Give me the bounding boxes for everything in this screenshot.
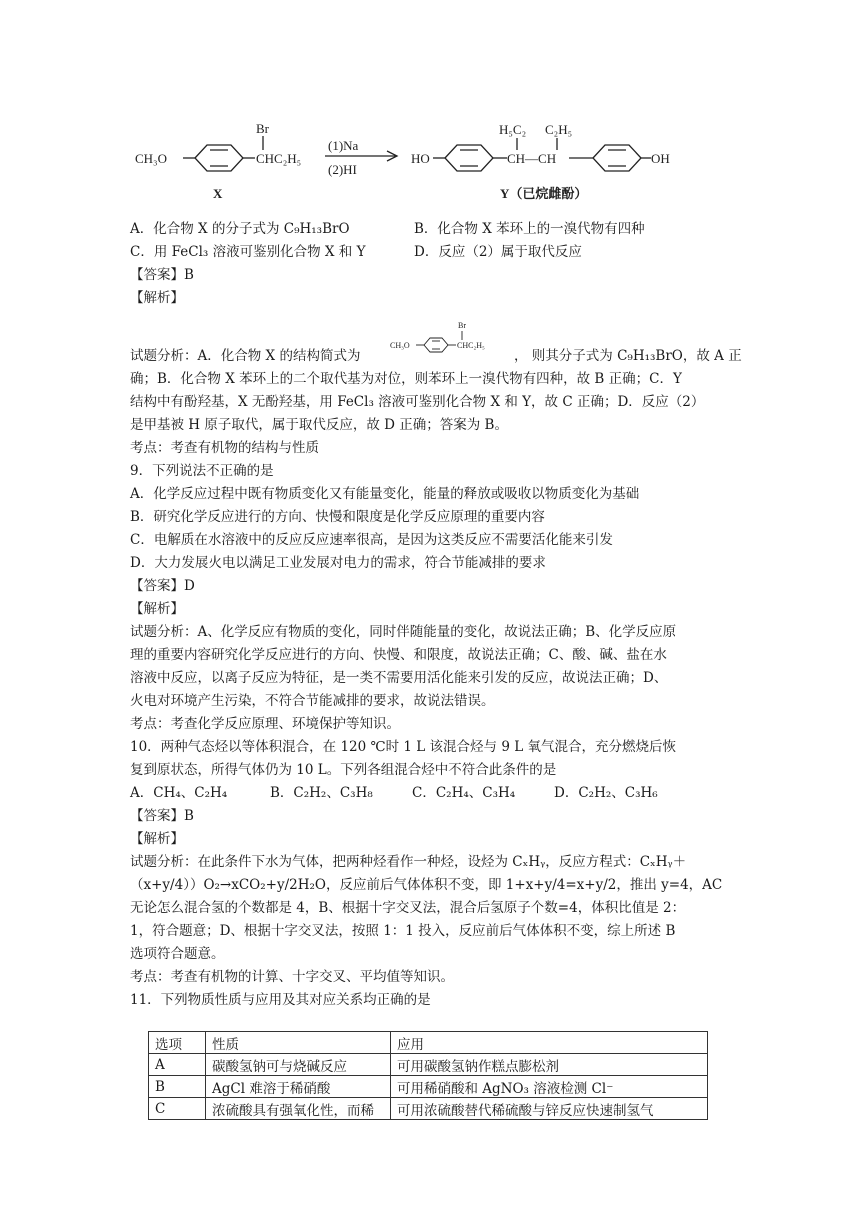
x-br-label: Br	[256, 121, 269, 136]
q11-table	[148, 1031, 708, 1120]
table-cell: 可用稀硝酸和 AgNO₃ 溶液检测 Cl⁻	[391, 1076, 708, 1098]
y-right-group: OH	[651, 151, 670, 166]
table-cell: C	[149, 1098, 206, 1120]
q8-kaodian: 考点：考查有机物的结构与性质	[130, 440, 319, 456]
q10-analysis-heading: 【解析】	[130, 831, 184, 847]
inline-br-label: Br	[458, 321, 466, 330]
q8-option-b: B．化合物 X 苯环上的一溴代物有四种	[414, 221, 645, 237]
q9-option-c: C．电解质在水溶液中的反应反应速率很高，是因为这类反应不需要活化能来引发	[130, 532, 613, 548]
y-h5c2-label: H₅C₂	[499, 122, 527, 137]
step2-label: (2)HI	[328, 162, 357, 177]
reaction-scheme	[125, 112, 725, 207]
y-left-group: HO	[411, 151, 430, 166]
q9-analysis-line2: 理的重要内容研究化学反应进行的方向、快慢、和限度，故说法正确；C、酸、碱、盐在水	[130, 647, 667, 663]
table-header-cell: 选项	[149, 1032, 206, 1054]
benzene-ring-x	[195, 145, 243, 171]
table-row	[149, 1098, 708, 1120]
q11-stem: 11．下列物质性质与应用及其对应关系均正确的是	[130, 992, 431, 1008]
q9-option-b: B．研究化学反应进行的方向、快慢和限度是化学反应原理的重要内容	[130, 509, 545, 525]
q8-option-a: A．化合物 X 的分子式为 C₉H₁₃BrO	[130, 221, 350, 237]
q10-option-c: C．C₂H₄、C₃H₄	[412, 785, 516, 801]
table-cell: 可用碳酸氢钠作糕点膨松剂	[391, 1054, 708, 1076]
q8-analysis-line3: 结构中有酚羟基，X 无酚羟基，用 FeCl₃ 溶液可鉴别化合物 X 和 Y，故 C 正确；D．反应（2）	[130, 394, 705, 410]
q9-analysis-line1: 试题分析：A、化学反应有物质的变化，同时伴随能量的变化，故说法正确；B、化学反应原	[130, 624, 677, 640]
x-left-group: CH₃O	[135, 151, 167, 166]
q8-answer: 【答案】B	[130, 267, 194, 283]
q10-stem-line1: 10．两种气态烃以等体积混合，在 120 ℃时 1 L 该混合烃与 9 L 氧气混合，充分燃烧后恢	[130, 739, 676, 755]
q10-stem-line2: 复到原状态，所得气体仍为 10 L。下列各组混合烃中不符合此条件的是	[130, 762, 557, 778]
q9-analysis-line3: 溶液中反应，以离子反应为特征，是一类不需要用活化能来引发的反应，故说法正确；D、	[130, 670, 668, 686]
q9-option-d: D．大力发展火电以满足工业发展对电力的需求，符合节能减排的要求	[130, 555, 546, 571]
q10-option-a: A．CH₄、C₂H₄	[130, 785, 228, 801]
q10-analysis-line5: 选项符合题意。	[130, 946, 225, 962]
inline-right-group: CHC₂H₅	[457, 341, 485, 350]
y-chch-group: CH—CH	[507, 151, 557, 166]
q8-analysis-heading: 【解析】	[130, 290, 184, 306]
q9-analysis-heading: 【解析】	[130, 601, 184, 617]
q10-analysis-line4: 1，符合题意；D、根据十字交叉法，按照 1：1 投入，反应前后气体体积不变，综上所述 B	[130, 923, 676, 939]
q9-kaodian: 考点：考查化学反应原理、环境保护等知识。	[130, 716, 400, 732]
table-cell: 碳酸氢钠可与烧碱反应	[206, 1054, 391, 1076]
q8-option-d: D．反应（2）属于取代反应	[414, 244, 582, 260]
benzene-ring-y-left	[445, 145, 493, 171]
table-header-cell: 性质	[206, 1032, 391, 1054]
y-label: Y（已烷雌酚）	[500, 186, 588, 201]
q10-option-d: D．C₂H₂、C₃H₆	[554, 785, 658, 801]
q8-analysis-line4: 是甲基被 H 原子取代，属于取代反应，故 D 正确；答案为 B。	[130, 417, 508, 433]
q10-option-b: B．C₂H₂、C₃H₈	[270, 785, 373, 801]
q8-analysis-line2: 确；B．化合物 X 苯环上的二个取代基为对位，则苯环上一溴代物有四种，故 B 正确；C．Y	[130, 371, 682, 387]
table-cell: AgCl 难溶于稀硝酸	[206, 1076, 391, 1098]
q8-analysis-line1a: 试题分析：A．化合物 X 的结构简式为	[130, 348, 361, 364]
q9-answer: 【答案】D	[130, 578, 195, 594]
q10-analysis-line2: （x+y/4））O₂→xCO₂+y/2H₂O，反应前后气体体积不变，即 1+x+y/4=x+y/2，推出 y=4，AC	[130, 877, 723, 893]
table-row	[149, 1076, 708, 1098]
q10-kaodian: 考点：考查有机物的计算、十字交叉、平均值等知识。	[130, 969, 454, 985]
inline-left-group: CH₃O	[390, 341, 410, 350]
table-cell: 可用浓硫酸替代稀硫酸与锌反应快速制氢气	[391, 1098, 708, 1120]
table-row	[149, 1054, 708, 1076]
y-c2h5-label: C₂H₅	[545, 122, 573, 137]
x-right-group: CHC₂H₅	[256, 151, 302, 166]
q8-option-c: C．用 FeCl₃ 溶液可鉴别化合物 X 和 Y	[130, 244, 366, 260]
q8-analysis-line1b: ， 则其分子式为 C₉H₁₃BrO，故 A 正	[514, 348, 742, 364]
x-label: X	[213, 186, 223, 201]
table-cell: A	[149, 1054, 206, 1076]
step1-label: (1)Na	[328, 138, 359, 153]
q8-analysis-line1	[130, 347, 742, 365]
table-header-row	[149, 1032, 708, 1054]
q10-analysis-line3: 无论怎么混合氢的个数都是 4，B、根据十字交叉法，混合后氢原子个数=4，体积比值是 2：	[130, 900, 686, 916]
q9-stem: 9．下列说法不正确的是	[130, 463, 274, 479]
q10-analysis-line1: 试题分析：在此条件下水为气体，把两种烃看作一种烃，设烃为 CₓHᵧ，反应方程式：CₓHᵧ＋	[130, 854, 687, 870]
q9-option-a: A．化学反应过程中既有物质变化又有能量变化，能量的释放或吸收以物质变化为基础	[130, 486, 640, 502]
q9-analysis-line4: 火电对环境产生污染，不符合节能减排的要求，故说法错误。	[130, 693, 495, 709]
table-cell: B	[149, 1076, 206, 1098]
q10-answer: 【答案】B	[130, 808, 194, 824]
benzene-ring-y-right	[593, 145, 641, 171]
table-header-cell: 应用	[391, 1032, 708, 1054]
table-cell: 浓硫酸具有强氧化性，而稀	[206, 1098, 391, 1120]
